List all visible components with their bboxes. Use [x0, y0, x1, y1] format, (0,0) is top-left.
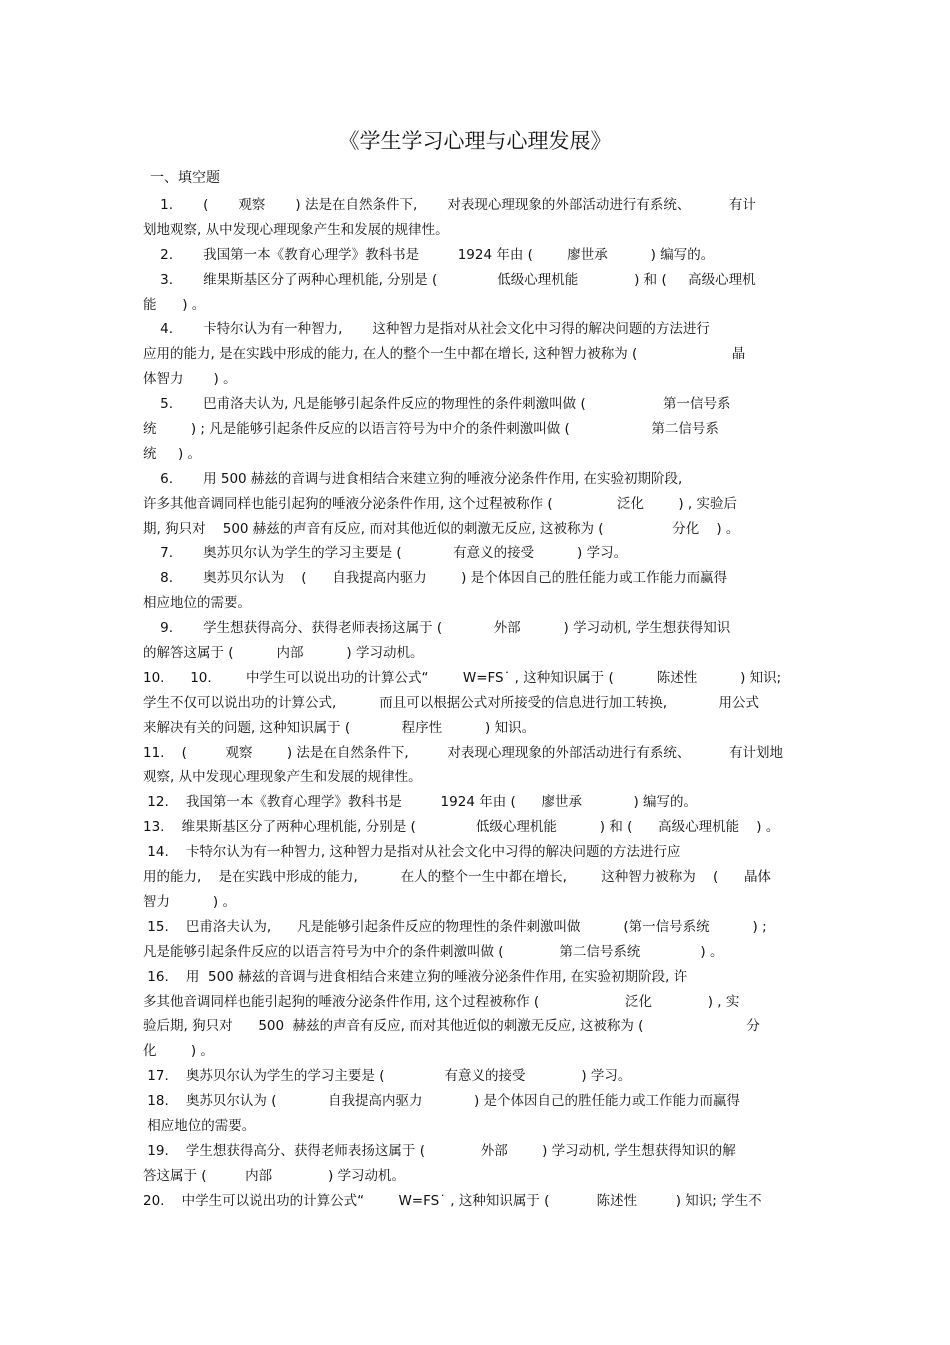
text-line: 6. 用 500 赫兹的音调与进食相结合来建立狗的唾液分泌条件作用, 在实验初期阶段,: [143, 470, 683, 487]
document-title: 《学生学习心理与心理发展》: [338, 129, 612, 153]
text-line: 8. 奥苏贝尔认为 ( 自我提高内驱力 ) 是个体因自己的胜任能力或工作能力而赢得: [143, 570, 728, 587]
text-line: 19. 学生想获得高分、获得老师表扬这属于 ( 外部 ) 学习动机, 学生想获得知识的解: [143, 1142, 736, 1159]
question-list: [143, 193, 807, 1214]
text-line: 答这属于 ( 内部 ) 学习动机。: [143, 1167, 406, 1184]
text-line: 统 ) 。: [143, 445, 202, 462]
text-line: 11. ( 观察 ) 法是在自然条件下, 对表现心理现象的外部活动进行有系统、 有计划地: [143, 744, 783, 761]
text-line: 相应地位的需要。: [143, 1117, 256, 1134]
text-line: 20. 中学生可以说出功的计算公式“ W=FS˙ , 这种知识属于 ( 陈述性 ) 知识; 学生不: [143, 1192, 762, 1209]
text-line: 学生不仅可以说出功的计算公式, 而且可以根据公式对所接受的信息进行加工转换, 用公式: [143, 694, 759, 711]
text-line: 用的能力, 是在实践中形成的能力, 在人的整个一生中都在增长, 这种智力被称为 ( 晶体: [143, 869, 771, 886]
text-line: 能 ) 。: [143, 296, 206, 313]
text-line: 许多其他音调同样也能引起狗的唾液分泌条件作用, 这个过程被称作 ( 泛化 ) , 实验后: [143, 495, 737, 512]
text-line: 2. 我国第一本《教育心理学》教科书是 1924 年由 ( 廖世承 ) 编写的。: [143, 246, 715, 263]
text-line: 应用的能力, 是在实践中形成的能力, 在人的整个一生中都在增长, 这种智力被称为 ( 晶: [143, 346, 746, 363]
text-line: 统 ) ; 凡是能够引起条件反应的以语言符号为中介的条件刺激叫做 ( 第二信号系: [143, 421, 719, 438]
text-line: 划地观察, 从中发现心理现象产生和发展的规律性。: [143, 221, 449, 238]
text-line: 3. 维果斯基区分了两种心理机能, 分别是 ( 低级心理机能 ) 和 ( 高级心理机: [143, 271, 756, 288]
text-line: 智力 ) 。: [143, 893, 236, 910]
text-line: 期, 狗只对 500 赫兹的声音有反应, 而对其他近似的刺激无反应, 这被称为 ( 分化 ) 。: [143, 520, 740, 537]
text-line: 18. 奥苏贝尔认为 ( 自我提高内驱力 ) 是个体因自己的胜任能力或工作能力而赢得: [143, 1093, 741, 1110]
text-line: 化 ) 。: [143, 1043, 214, 1060]
text-line: 13. 维果斯基区分了两种心理机能, 分别是 ( 低级心理机能 ) 和 ( 高级心理机能 ) 。: [143, 819, 780, 836]
text-line: 16. 用 500 赫兹的音调与进食相结合来建立狗的唾液分泌条件作用, 在实验初期阶段, 许: [143, 968, 688, 985]
text-line: 多其他音调同样也能引起狗的唾液分泌条件作用, 这个过程被称作 ( 泛化 ) , 实: [143, 993, 740, 1010]
text-line: 4. 卡特尔认为有一种智力, 这种智力是指对从社会文化中习得的解决问题的方法进行: [143, 321, 710, 338]
text-line: 5. 巴甫洛夫认为, 凡是能够引起条件反应的物理性的条件刺激叫做 ( 第一信号系: [143, 396, 731, 413]
text-line: 观察, 从中发现心理现象产生和发展的规律性。: [143, 769, 422, 786]
text-line: 凡是能够引起条件反应的以语言符号为中介的条件刺激叫做 ( 第二信号系统 ) 。: [143, 943, 724, 960]
text-line: 来解决有关的问题, 这种知识属于 ( 程序性 ) 知识。: [143, 719, 536, 736]
text-line: 15. 巴甫洛夫认为, 凡是能够引起条件反应的物理性的条件刺激叫做 (第一信号系统 ) ;: [143, 918, 767, 935]
text-line: 9. 学生想获得高分、获得老师表扬这属于 ( 外部 ) 学习动机, 学生想获得知识: [143, 620, 731, 637]
text-line: 10. 10. 中学生可以说出功的计算公式“ W=FS˙ , 这种知识属于 ( 陈述性 ) 知识;: [143, 669, 782, 686]
section-heading: 一、填空题: [150, 170, 220, 186]
text-line: 17. 奥苏贝尔认为学生的学习主要是 ( 有意义的接受 ) 学习。: [143, 1068, 632, 1085]
text-line: 体智力 ) 。: [143, 371, 237, 388]
text-line: 的解答这属于 ( 内部 ) 学习动机。: [143, 645, 424, 662]
text-line: 相应地位的需要。: [143, 595, 251, 612]
text-line: 验后期, 狗只对 500 赫兹的声音有反应, 而对其他近似的刺激无反应, 这被称为 ( 分: [143, 1018, 760, 1035]
text-line: 12. 我国第一本《教育心理学》教科书是 1924 年由 ( 廖世承 ) 编写的。: [143, 794, 698, 811]
text-line: 7. 奥苏贝尔认为学生的学习主要是 ( 有意义的接受 ) 学习。: [143, 545, 628, 562]
text-line: 14. 卡特尔认为有一种智力, 这种智力是指对从社会文化中习得的解决问题的方法进行应: [143, 844, 681, 861]
text-line: 1. ( 观察 ) 法是在自然条件下, 对表现心理现象的外部活动进行有系统、 有计: [143, 197, 756, 213]
